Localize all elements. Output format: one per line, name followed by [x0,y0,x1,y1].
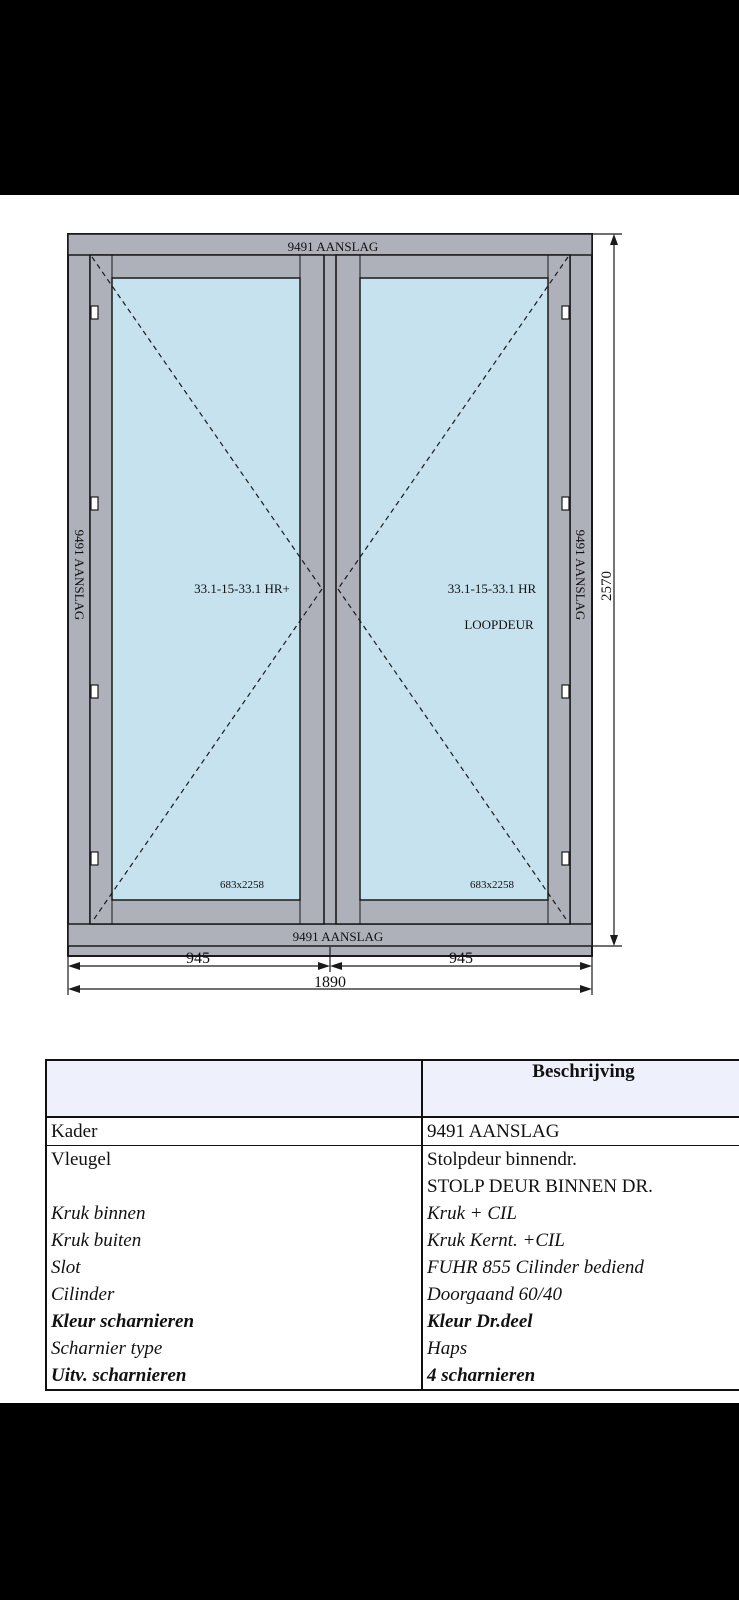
header-beschrijving: Beschrijving [422,1060,739,1117]
left-glass-spec: 33.1-15-33.1 HR+ [194,581,290,596]
row-value: Kruk Kernt. +CIL [427,1230,565,1251]
right-glass-size: 683x2258 [470,879,514,891]
table-row [46,1335,739,1362]
frame-right-label: 9491 AANSLAG [573,529,588,621]
table-row [46,1117,739,1146]
dim-left-label: 945 [186,950,210,967]
table-row [46,1281,739,1308]
row-value: Kruk + CIL [427,1203,517,1224]
right-leaf-label: LOOPDEUR [464,617,534,632]
right-glass-spec: 33.1-15-33.1 HR [447,581,537,596]
table-row [46,1308,739,1335]
hinge-icon [562,852,569,865]
table-row [46,1146,739,1174]
row-value: Haps [427,1338,468,1359]
row-value: Kleur Dr.deel [427,1311,533,1332]
hinge-icon [562,306,569,319]
row-value: Doorgaand 60/40 [427,1284,562,1305]
frame-left-label: 9491 AANSLAG [72,529,87,621]
header-left-cell [46,1060,422,1117]
table-row [46,1173,739,1200]
row-label: Kader [46,1117,422,1146]
hinge-icon [91,852,98,865]
row-label: Uitv. scharnieren [46,1362,422,1390]
table-row [46,1227,739,1254]
frame-bottom-label: 9491 AANSLAG [292,929,384,944]
hinge-icon [562,497,569,510]
hinge-icon [91,685,98,698]
row-label: Kruk buiten [46,1227,422,1254]
hinge-icon [91,306,98,319]
row-value: 4 scharnieren [422,1362,739,1390]
dim-total-label: 1890 [314,974,346,991]
spec-table [45,1059,739,1391]
dim-right-label: 945 [449,950,473,967]
hinge-icon [562,685,569,698]
table-header-row [46,1060,739,1117]
row-label [46,1173,422,1200]
row-value: 9491 AANSLAG [422,1117,739,1146]
row-label: Scharnier type [46,1335,422,1362]
hinge-icon [91,497,98,510]
table-row [46,1200,739,1227]
row-value: Stolpdeur binnendr. [427,1149,577,1170]
frame-top-label: 9491 AANSLAG [287,239,379,254]
table-row [46,1362,739,1390]
height-dimension-label: 2570 [599,571,615,601]
document-page [0,195,739,1403]
row-label: Kleur scharnieren [46,1308,422,1335]
row-label: Kruk binnen [46,1200,422,1227]
left-glass-size: 683x2258 [220,879,264,891]
row-label: Vleugel [46,1146,422,1174]
table-row [46,1254,739,1281]
row-value: STOLP DEUR BINNEN DR. [427,1176,653,1197]
row-value: FUHR 855 Cilinder bediend [427,1257,644,1278]
row-label: Cilinder [46,1281,422,1308]
door-drawing [0,195,739,995]
row-label: Slot [46,1254,422,1281]
